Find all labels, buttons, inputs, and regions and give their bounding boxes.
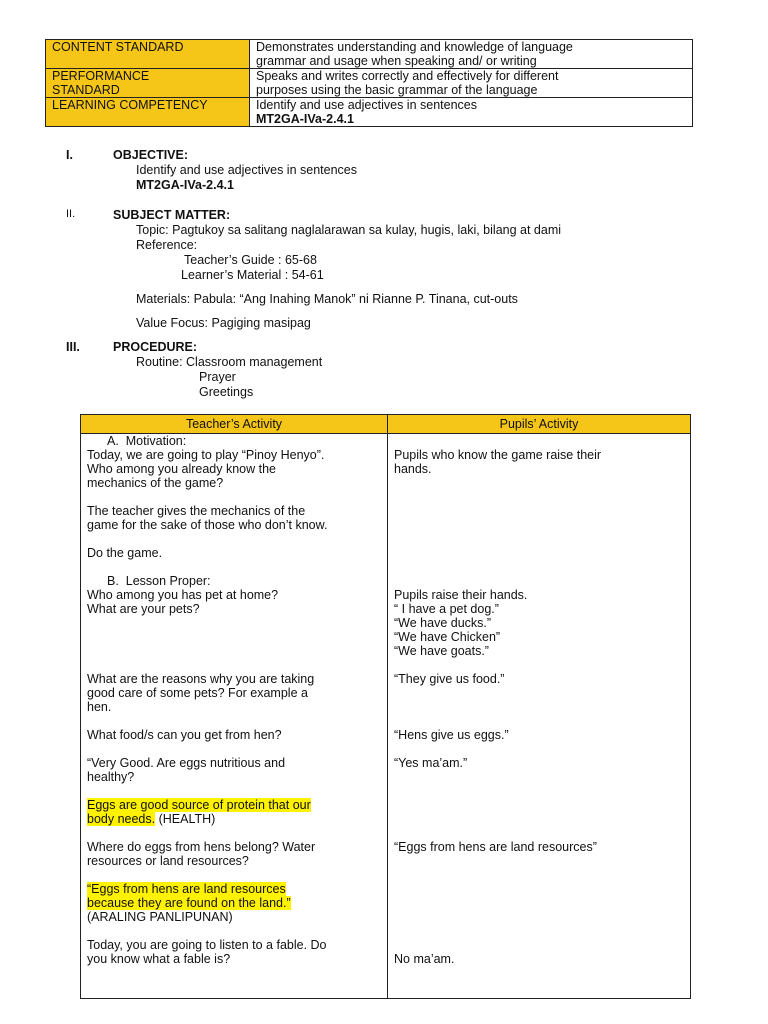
activity-header-row: [81, 415, 691, 434]
routine-greetings: Greetings: [199, 385, 254, 399]
pupil-line: Pupils who know the game raise their: [394, 448, 602, 462]
teacher-line: Today, we are going to play “Pinoy Henyo”.: [87, 448, 325, 462]
subject-tag: (HEALTH): [155, 812, 216, 826]
subject-materials: Materials: Pabula: “Ang Inahing Manok” ni Rianne P. Tinana, cut-outs: [136, 292, 518, 306]
objective-code: MT2GA-IVa-2.4.1: [136, 178, 234, 192]
teacher-line: What are your pets?: [87, 602, 200, 616]
highlighted-line: [87, 798, 381, 812]
teacher-line: hen.: [87, 700, 112, 714]
highlighted-line: [87, 896, 381, 910]
reference-teachers-guide: Teacher’s Guide : 65-68: [184, 253, 317, 267]
highlighted-line: [87, 812, 381, 826]
competency-code: MT2GA-IVa-2.4.1: [256, 112, 354, 126]
subject-tag: (ARALING PANLIPUNAN): [87, 910, 233, 924]
pupil-line: “Hens give us eggs.”: [394, 728, 509, 742]
pupil-line: “They give us food.”: [394, 672, 505, 686]
teacher-activity-cell: [81, 434, 388, 999]
standards-row-competency: [46, 98, 693, 127]
teacher-line: resources or land resources?: [87, 854, 249, 868]
motivation-heading: A. Motivation:: [107, 434, 187, 448]
teacher-line: healthy?: [87, 770, 135, 784]
column-header-teacher: Teacher’s Activity: [81, 415, 388, 434]
procedure-heading: PROCEDURE:: [113, 340, 198, 354]
highlight-text: body needs.: [87, 812, 156, 826]
reference-learners-material: Learner’s Material : 54-61: [181, 268, 324, 282]
standards-value-line: Demonstrates understanding and knowledge of language: [256, 40, 573, 54]
pupil-line: “ I have a pet dog.”: [394, 602, 499, 616]
activity-body-row: [81, 434, 691, 999]
pupil-line: Pupils raise their hands.: [394, 588, 528, 602]
standards-label: LEARNING COMPETENCY: [46, 98, 250, 127]
teacher-line: “Very Good. Are eggs nutritious and: [87, 756, 286, 770]
standards-label: CONTENT STANDARD: [46, 40, 250, 69]
highlighted-line: [87, 882, 381, 896]
teacher-line: Today, you are going to listen to a fable. Do: [87, 938, 327, 952]
pupil-line: “We have Chicken”: [394, 630, 501, 644]
pupil-line: No ma’am.: [394, 952, 455, 966]
teacher-line: Do the game.: [87, 546, 163, 560]
standards-value: [250, 98, 693, 127]
highlight-text: because they are found on the land.”: [87, 896, 291, 910]
routine-prayer: Prayer: [199, 370, 236, 384]
highlight-text: “Eggs from hens are land resources: [87, 882, 286, 896]
teacher-line: game for the sake of those who don’t know.: [87, 518, 328, 532]
standards-value-line: purposes using the basic grammar of the language: [256, 83, 538, 97]
teacher-line: Where do eggs from hens belong? Water: [87, 840, 316, 854]
standards-row-content: [46, 40, 693, 69]
pupil-line: “Yes ma’am.”: [394, 756, 468, 770]
standards-label: PERFORMANCE STANDARD: [46, 69, 250, 98]
pupil-line: hands.: [394, 462, 432, 476]
column-header-pupils: Pupils’ Activity: [388, 415, 691, 434]
lesson-proper-heading: B. Lesson Proper:: [107, 574, 211, 588]
section-number: III.: [66, 340, 80, 354]
pupil-line: “We have goats.”: [394, 644, 489, 658]
pupil-line: “Eggs from hens are land resources”: [394, 840, 597, 854]
section-number: I.: [66, 148, 73, 162]
teacher-line: good care of some pets? For example a: [87, 686, 308, 700]
subject-value-focus: Value Focus: Pagiging masipag: [136, 316, 311, 330]
teacher-line: What are the reasons why you are taking: [87, 672, 315, 686]
standards-value: [250, 69, 693, 98]
standards-value-line: Speaks and writes correctly and effectively for different: [256, 69, 559, 83]
teacher-line: The teacher gives the mechanics of the: [87, 504, 306, 518]
standards-value-line: Identify and use adjectives in sentences: [256, 98, 477, 112]
pupil-line: “We have ducks.”: [394, 616, 492, 630]
pupils-activity-cell: [388, 434, 691, 999]
standards-row-performance: [46, 69, 693, 98]
teacher-line: What food/s can you get from hen?: [87, 728, 282, 742]
standards-value-line: grammar and usage when speaking and/ or writing: [256, 54, 537, 68]
teacher-line: you know what a fable is?: [87, 952, 231, 966]
objective-text: Identify and use adjectives in sentences: [136, 163, 357, 177]
subject-reference: Reference:: [136, 238, 198, 252]
activity-table: [80, 414, 691, 999]
section-number: II.: [66, 208, 76, 220]
objective-heading: OBJECTIVE:: [113, 148, 189, 162]
standards-value: [250, 40, 693, 69]
teacher-line: mechanics of the game?: [87, 476, 224, 490]
subject-topic: Topic: Pagtukoy sa salitang naglalarawan sa kulay, hugis, laki, bilang at dami: [136, 223, 562, 237]
teacher-line: Who among you already know the: [87, 462, 276, 476]
teacher-line: Who among you has pet at home?: [87, 588, 279, 602]
subject-heading: SUBJECT MATTER:: [113, 208, 231, 222]
standards-table: [45, 39, 693, 127]
procedure-routine: Routine: Classroom management: [136, 355, 323, 369]
highlight-text: Eggs are good source of protein that our: [87, 798, 311, 812]
